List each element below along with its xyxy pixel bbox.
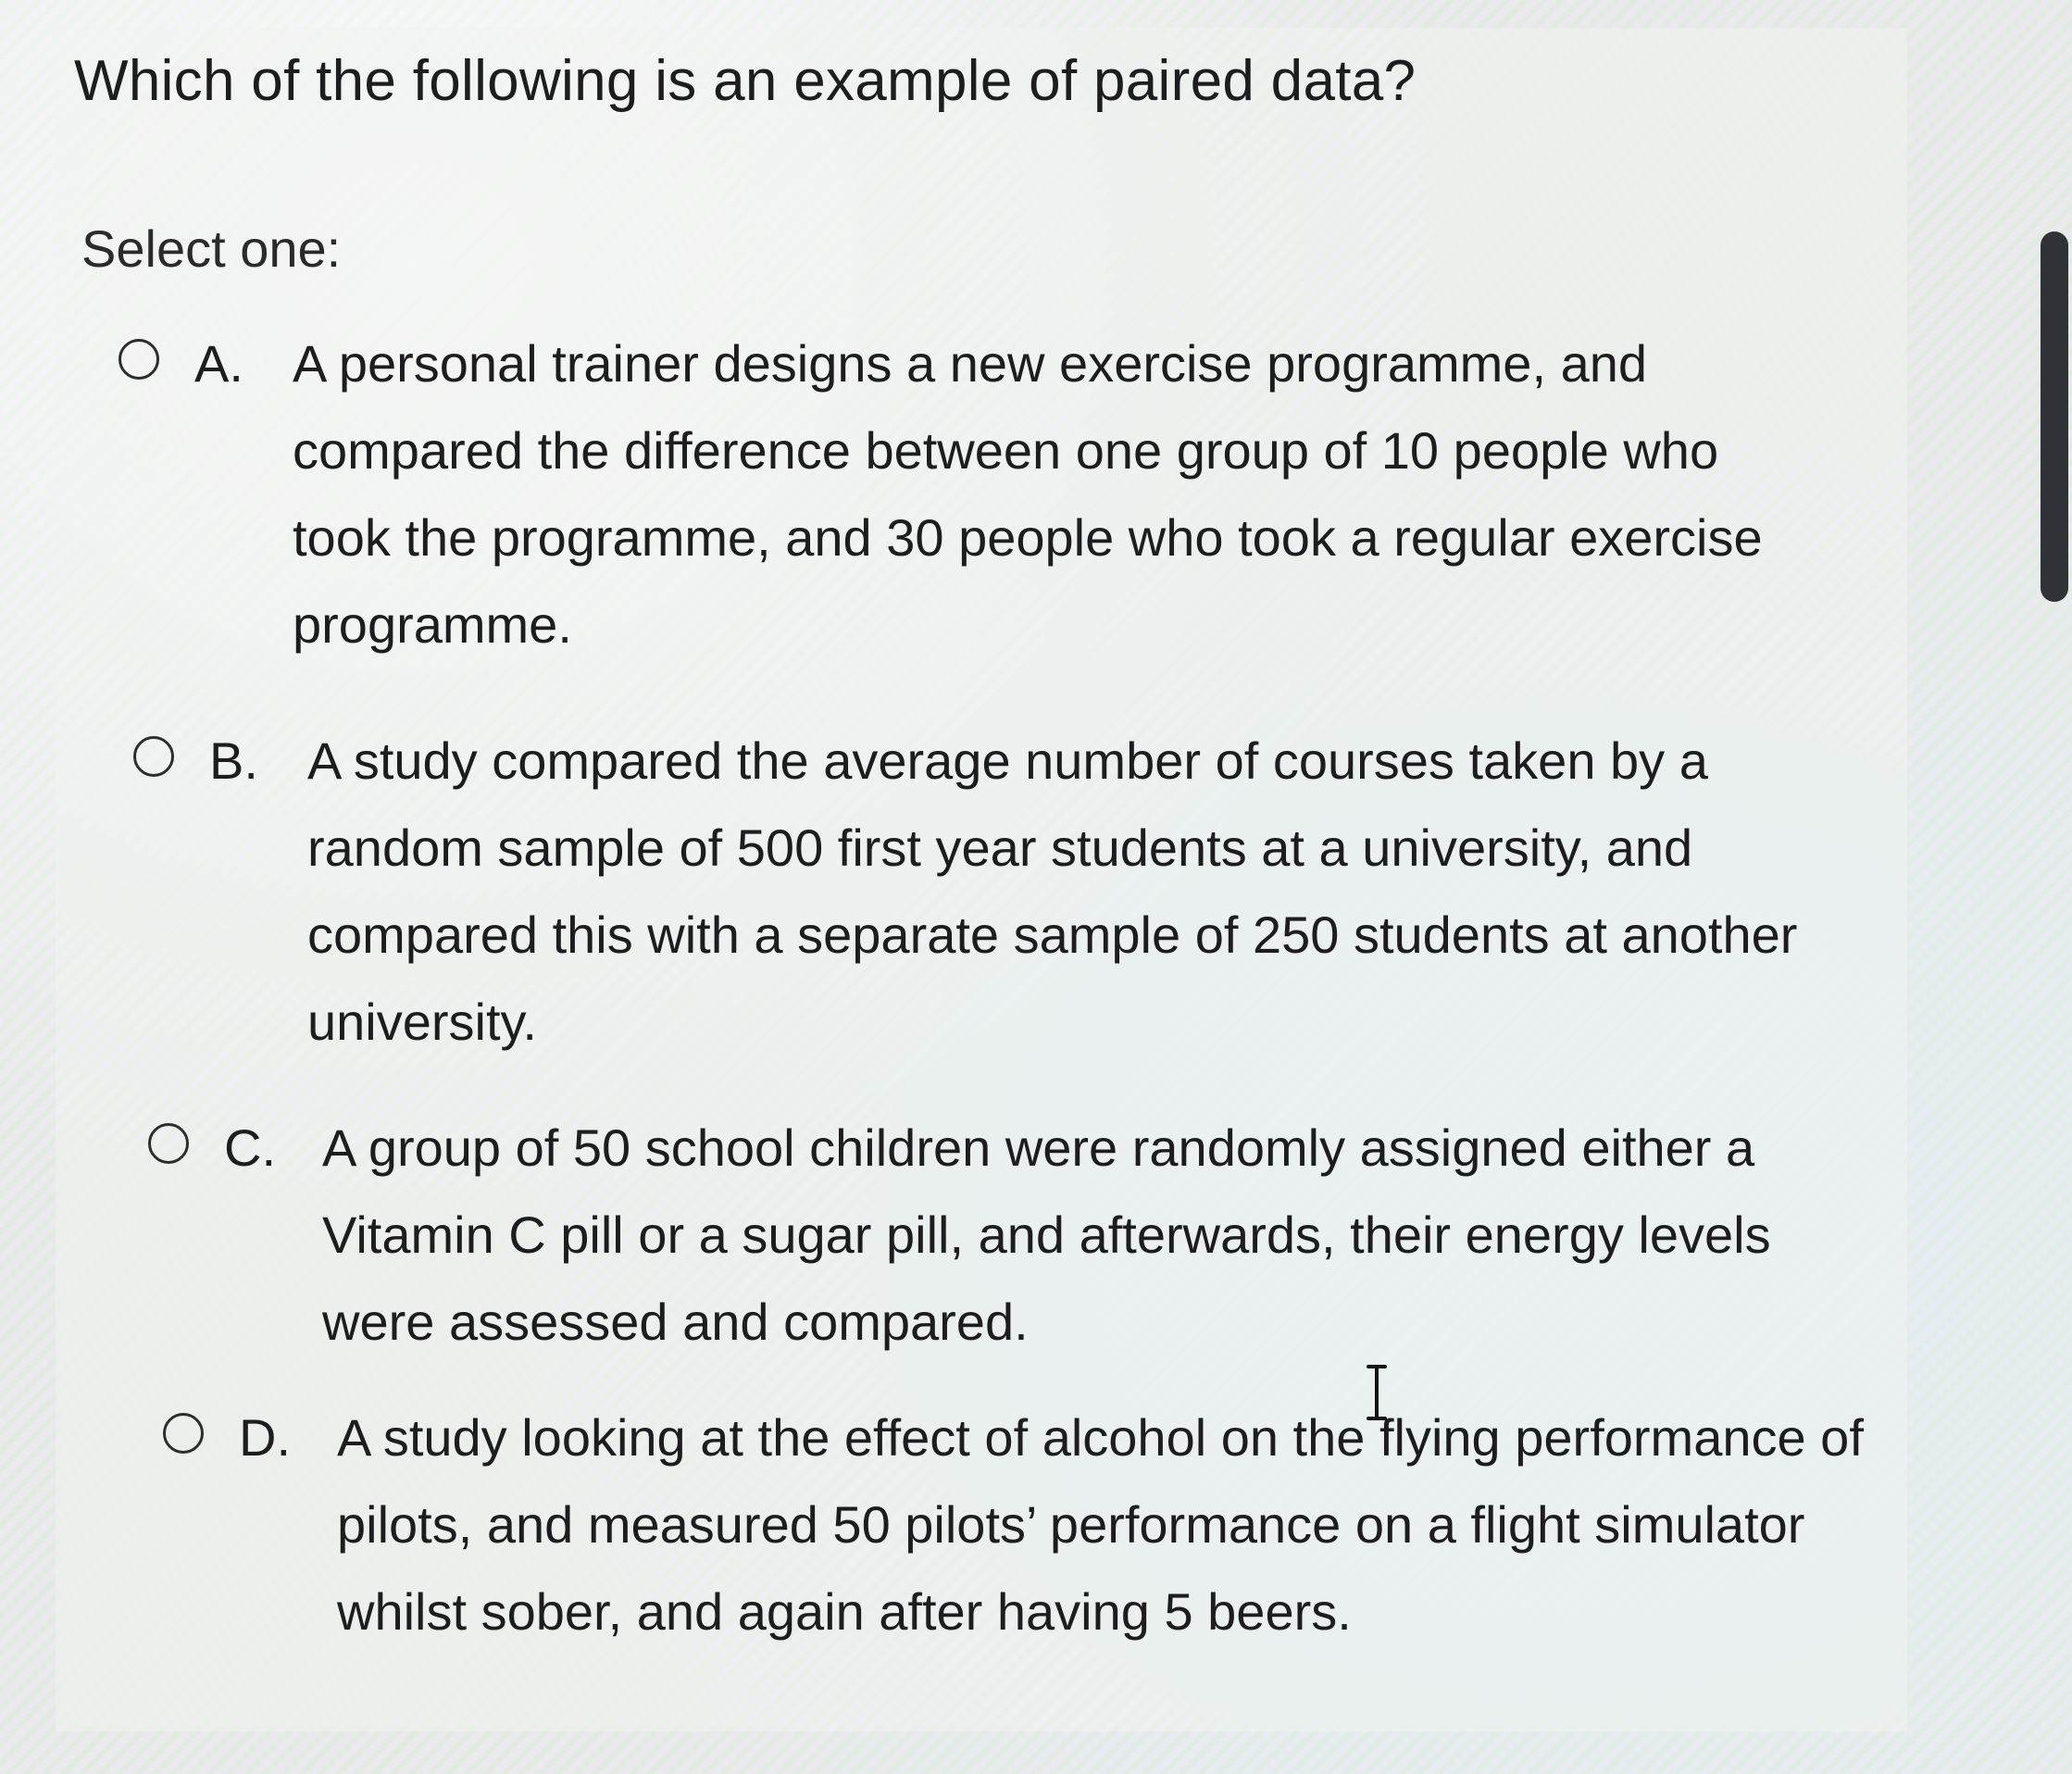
option-letter: C. <box>224 1118 276 1177</box>
option-text[interactable]: A study looking at the effect of alcohol on the flying performance of pilots, and measured 50 pilots’ performance on a flight simulator whilst sober, and again after having 5 beers. <box>337 1408 1864 1641</box>
option-letter: A. <box>194 334 243 393</box>
question-text: Which of the following is an example of paired data? <box>74 49 1417 113</box>
text-cursor-icon <box>1363 1363 1391 1422</box>
option-d[interactable] <box>163 1394 1874 1655</box>
option-a[interactable] <box>119 320 1829 668</box>
option-text[interactable]: A personal trainer designs a new exercise programme, and compared the difference between one group of 10 people who took the programme, and 30 people who took a regular exercise programme. <box>293 334 1763 654</box>
scrollbar-thumb[interactable] <box>2041 231 2068 602</box>
option-b[interactable] <box>133 718 1844 1066</box>
option-text[interactable]: A study compared the average number of courses taken by a random sample of 500 first year students at a university, and compared this with a separate sample of 250 students at another university. <box>307 731 1798 1051</box>
option-text[interactable]: A group of 50 school children were randomly assigned either a Vitamin C pill or a sugar pill, and afterwards, their energy levels were assessed and compared. <box>322 1118 1771 1351</box>
option-letter: B. <box>209 731 258 790</box>
radio-unchecked-icon[interactable] <box>133 736 174 777</box>
select-one-label: Select one: <box>81 219 342 278</box>
radio-unchecked-icon[interactable] <box>148 1123 189 1164</box>
radio-unchecked-icon[interactable] <box>163 1413 204 1454</box>
option-c[interactable] <box>148 1105 1859 1366</box>
option-letter: D. <box>239 1408 291 1467</box>
radio-unchecked-icon[interactable] <box>119 339 159 380</box>
